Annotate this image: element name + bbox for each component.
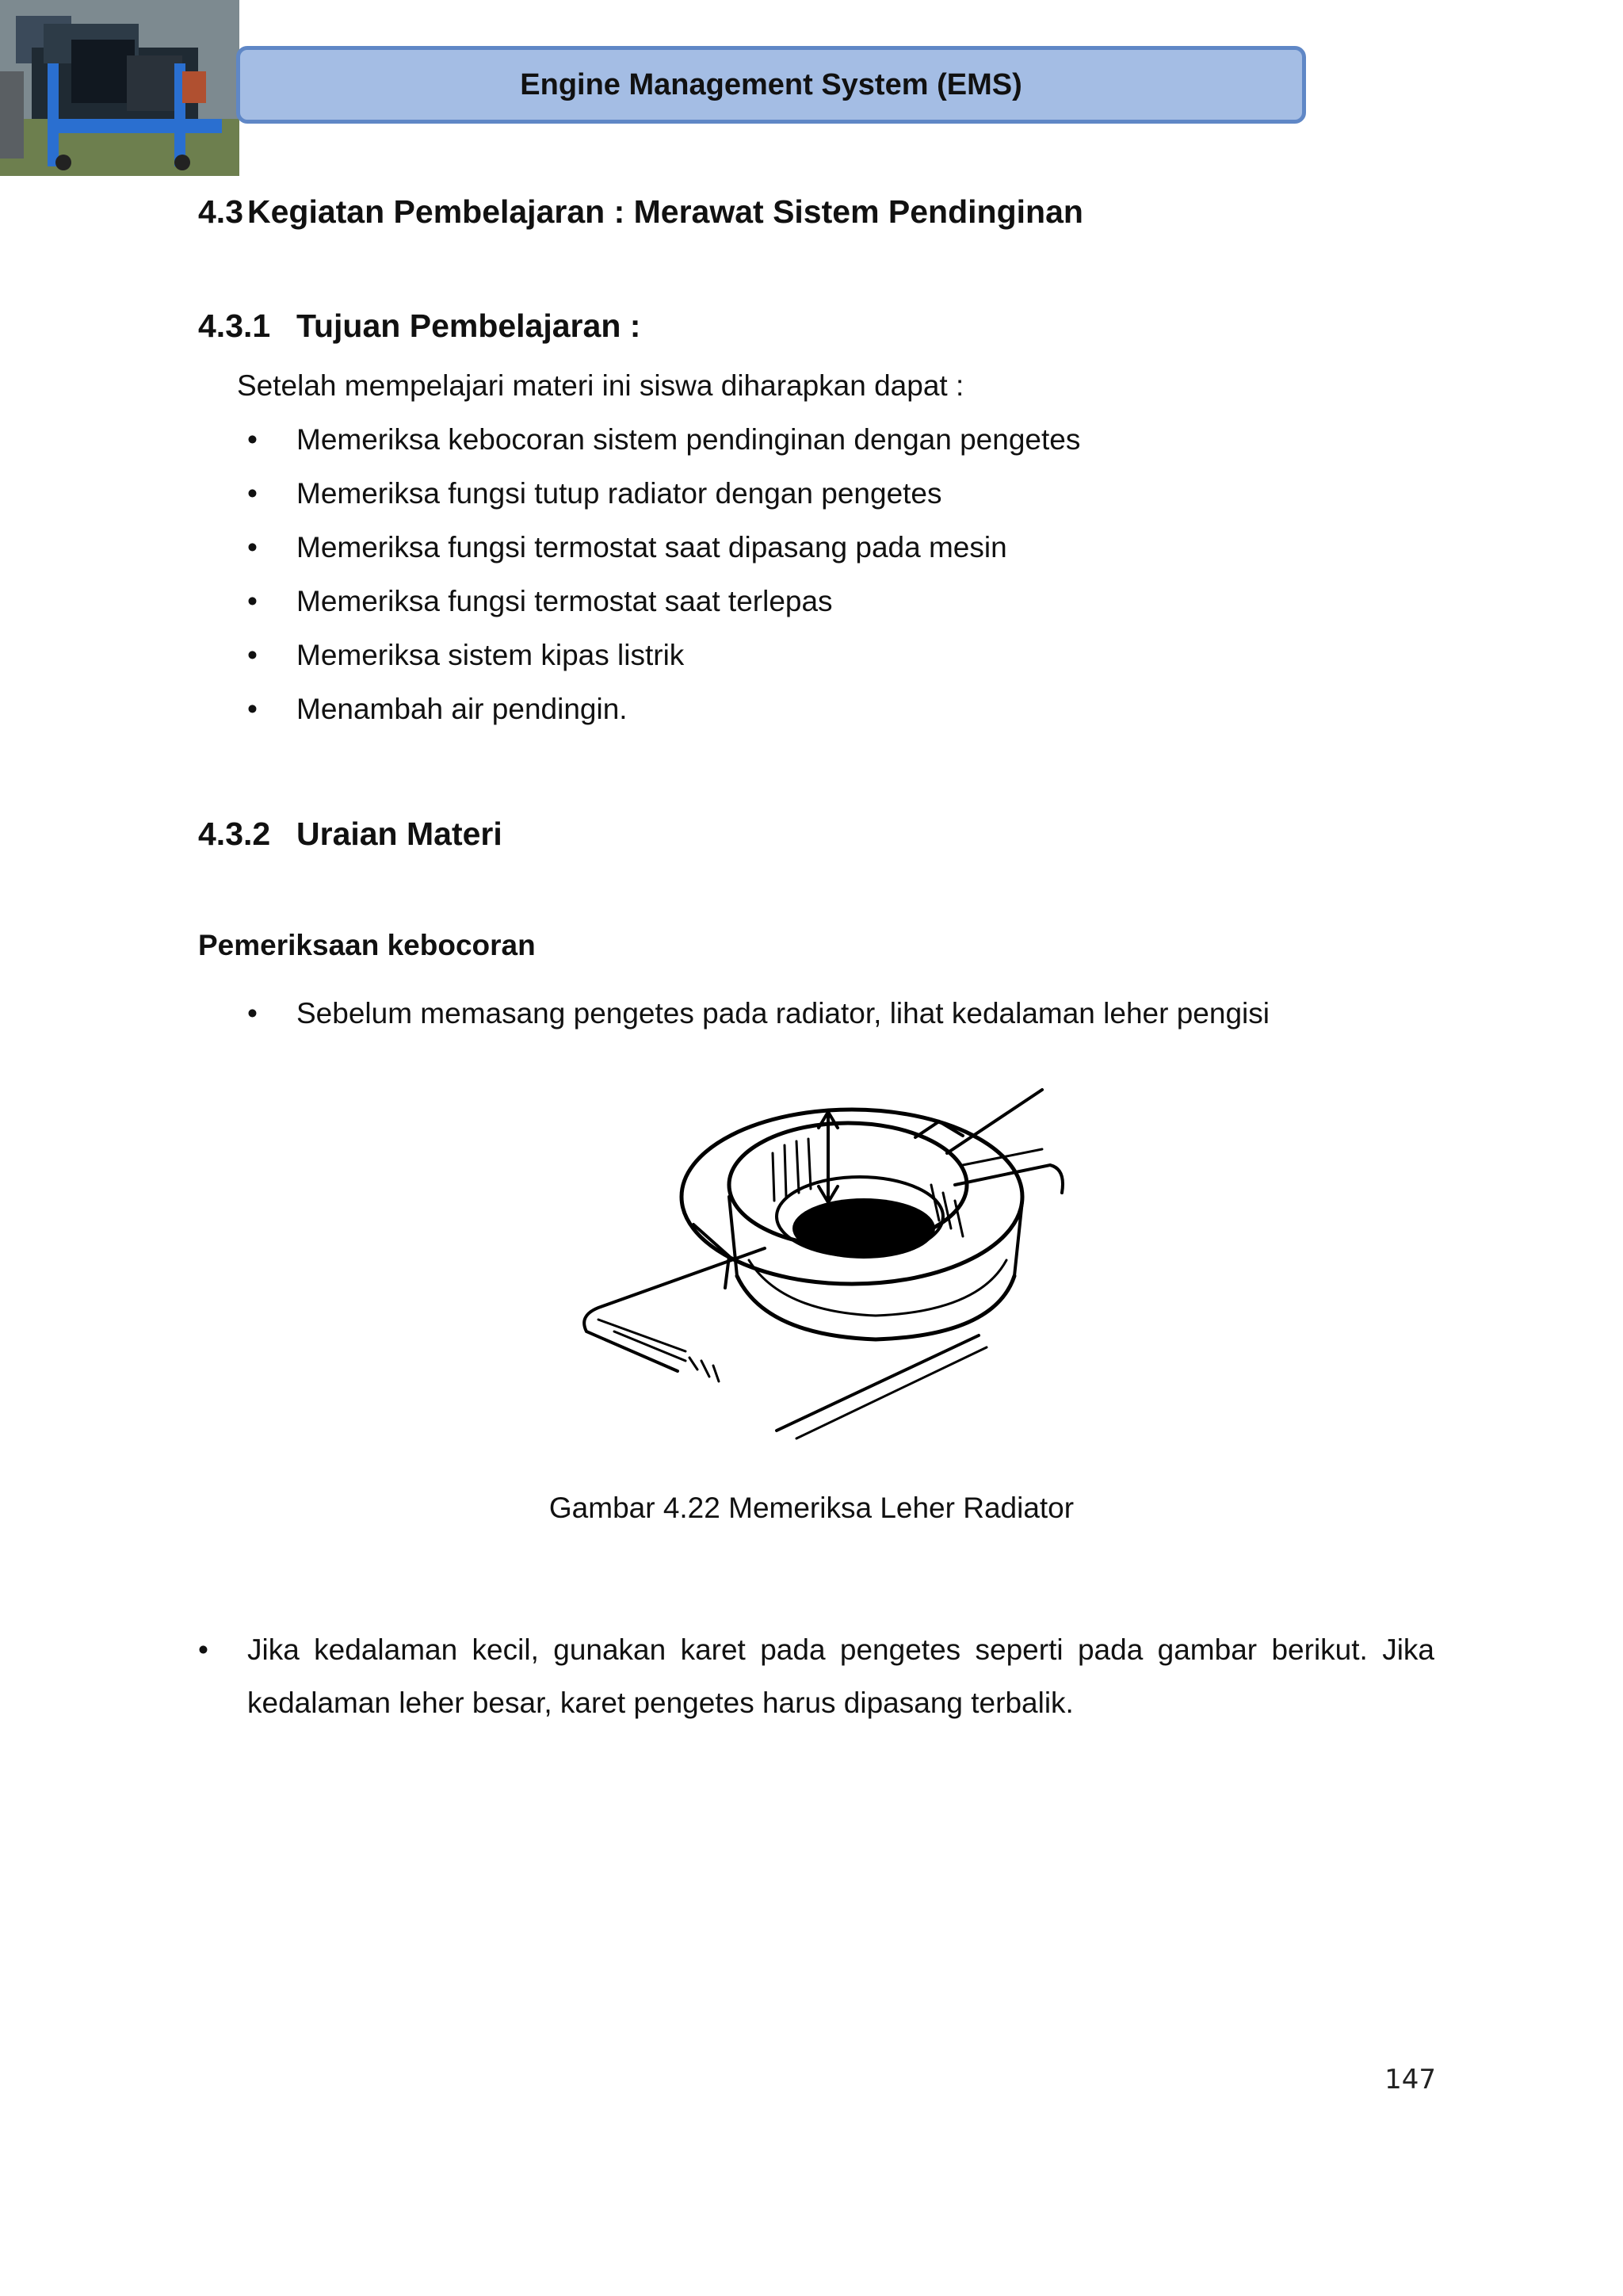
section-title: Kegiatan Pembelajaran : Merawat Sistem Pendinginan — [247, 193, 1083, 230]
list-item-text: Memeriksa fungsi tutup radiator dengan pengetes — [296, 477, 942, 510]
subsection-number: 4.3.2 — [198, 816, 271, 852]
subsection-title: Tujuan Pembelajaran : — [296, 308, 641, 344]
bullet-glyph: • — [198, 1633, 208, 1666]
bullet-glyph: • — [247, 693, 258, 725]
list-item-text: Memeriksa fungsi termostat saat dipasang pada mesin — [296, 531, 1007, 563]
subheading-kebocoran: Pemeriksaan kebocoran — [198, 929, 536, 961]
list-item — [198, 1623, 1434, 1729]
subsection-number: 4.3.1 — [198, 308, 271, 344]
subsection-title: Uraian Materi — [296, 816, 502, 852]
section-heading — [198, 193, 1083, 231]
list-item-text: Memeriksa fungsi termostat saat terlepas — [296, 585, 833, 617]
header-engine-photo — [0, 0, 239, 176]
subsection-heading-uraian — [198, 816, 502, 853]
header-banner — [236, 46, 1306, 124]
section-number: 4.3 — [198, 193, 243, 230]
bullet-glyph: • — [247, 477, 258, 510]
list-item-text: Sebelum memasang pengetes pada radiator, lihat kedalaman leher pengisi — [296, 997, 1270, 1030]
bullet-glyph: • — [247, 997, 258, 1030]
bullet-glyph: • — [247, 531, 258, 563]
bullet-glyph: • — [247, 585, 258, 617]
list-item-text: Memeriksa sistem kipas listrik — [296, 639, 685, 671]
header-title: Engine Management System (EMS) — [520, 67, 1022, 101]
list-item-text: Memeriksa kebocoran sistem pendinginan dengan pengetes — [296, 423, 1081, 456]
subsection-heading-tujuan — [198, 308, 640, 345]
list-item-text: Menambah air pendingin. — [296, 693, 628, 725]
bullet-glyph: • — [247, 639, 258, 671]
page-number: 147 — [1384, 2064, 1436, 2095]
figure-caption: Gambar 4.22 Memeriksa Leher Radiator — [548, 1492, 1075, 1524]
bullet-glyph: • — [247, 423, 258, 456]
intro-paragraph: Setelah mempelajari materi ini siswa diharapkan dapat : — [237, 369, 964, 402]
list-item-text: Jika kedalaman kecil, gunakan karet pada pengetes seperti pada gambar berikut. Jika kedalaman leher besar, karet pengetes harus dipasang terbalik. — [247, 1633, 1434, 1719]
radiator-neck-figure — [567, 1066, 1074, 1462]
